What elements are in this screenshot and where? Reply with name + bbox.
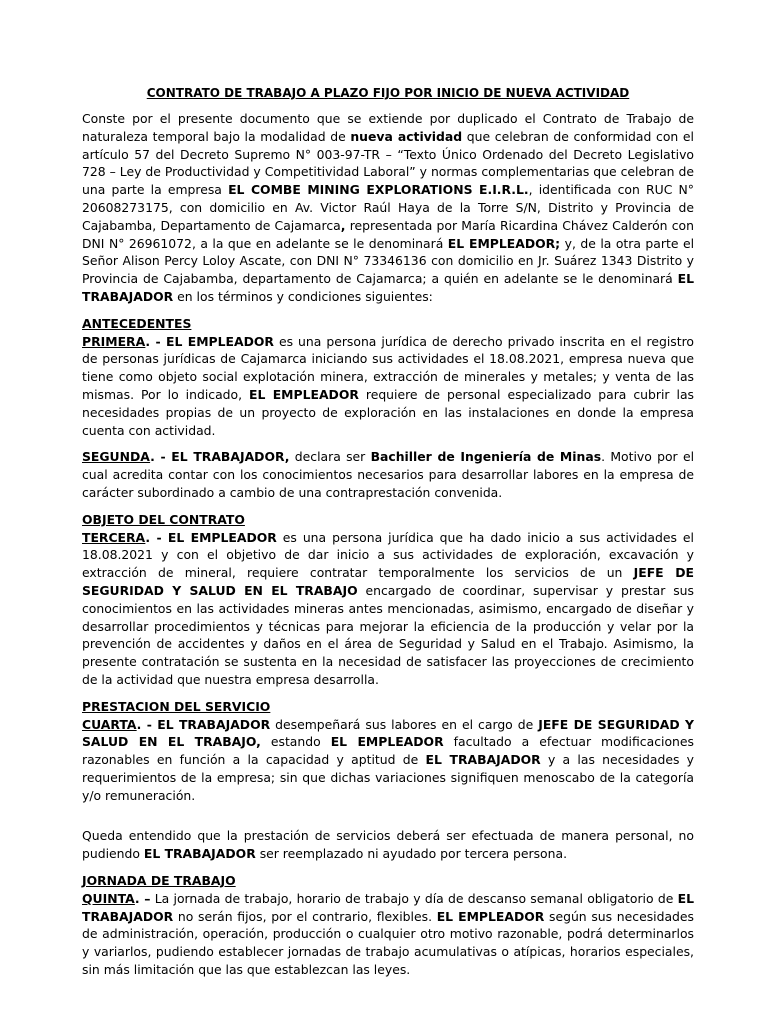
clause-text: desempeñará sus labores en el cargo de — [270, 716, 539, 732]
intro-text: que celebran de conformidad con el artículo 57 del Decreto Supremo N° 003-97-TR – “Texto Único Ordenado del Decreto Legislativo 728 – Ley de Productividad y Competitividad Laboral” y normas complementarias que celebran de una parte la empresa — [82, 128, 694, 198]
clause-bold: . - EL TRABAJADOR, — [150, 449, 290, 465]
clause-text: es una persona jurídica de derecho privado inscrita en el registro de personas jurídicas de Cajamarca iniciando sus actividades el 18.08.2021, empresa nueva que tiene como objeto social explotación minera, extracción de minerales y metales; y venta de las mismas. Por lo indicado, — [82, 333, 694, 402]
section-heading-objeto: OBJETO DEL CONTRATO — [82, 511, 245, 527]
clause-text: no serán fijos, por el contrario, flexibles. — [173, 908, 437, 924]
clause-text: ser reemplazado ni ayudado por tercera persona. — [255, 846, 568, 862]
document-title: CONTRATO DE TRABAJO A PLAZO FIJO POR INICIO DE NUEVA ACTIVIDAD — [146, 86, 630, 100]
clause-text: estando — [260, 734, 331, 750]
clause-text: La jornada de trabajo, horario de trabajo y día de descanso semanal obligatorio de — [150, 890, 678, 906]
clause-quinta — [82, 872, 694, 979]
clause-text: facultado a efectuar modificaciones razonables en función a la capacidad y aptitud de — [82, 734, 694, 768]
clause-label: PRIMERA — [82, 333, 146, 349]
clause-bold: EL TRABAJADOR — [82, 890, 694, 924]
clause-bold: . - EL EMPLEADOR — [145, 333, 274, 349]
clause-tercera — [82, 511, 694, 689]
clause-bold: . - EL EMPLEADOR — [145, 529, 277, 545]
employer-term: EL EMPLEADOR; — [447, 235, 561, 251]
clause-text: y a las necesidades y requerimientos de la empresa; sin que dichas variaciones signifiquen menoscabo de la categoría y/o remuneración. — [82, 752, 694, 803]
clause-label: TERCERA — [82, 529, 146, 545]
clause-label: CUARTA — [82, 716, 137, 732]
clause-bold: Bachiller de Ingeniería de Minas — [370, 449, 602, 465]
clause-text: . Motivo por el cual acredita contar con los conocimientos necesarios para desarrollar labores en la empresa de carácter subordinado a cambio de una contraprestación convenida. — [82, 449, 695, 500]
clause-label: QUINTA — [82, 890, 135, 906]
intro-text: Conste por el presente documento que se extiende por duplicado el Contrato de Trabajo de naturaleza temporal bajo la modalidad de — [82, 111, 694, 144]
clause-label: SEGUNDA — [82, 449, 151, 465]
personal-service-paragraph — [82, 827, 694, 863]
intro-bold: nueva actividad — [350, 128, 463, 144]
intro-bold: , — [340, 217, 346, 233]
clause-bold: EL TRABAJADOR — [143, 846, 256, 862]
clause-text: es una persona jurídica que ha dado inicio a sus actividades el 18.08.2021 y con el objetivo de dar inicio a sus actividades de exploración, excavación y extracción de mineral, requiere contratar temporalmente los servicios de un — [82, 529, 694, 581]
clause-cuarta — [82, 698, 694, 805]
paragraph-spacer — [82, 813, 694, 827]
clause-bold: JEFE DE SEGURIDAD Y SALUD EN EL TRABAJO, — [82, 716, 694, 750]
clause-bold: JEFE DE SEGURIDAD Y SALUD EN EL TRABAJO — [82, 565, 694, 598]
clause-bold: EL EMPLEADOR — [436, 908, 545, 924]
intro-text: , identificada con RUC N° 20608273175, con domicilio en Av. Victor Raúl Haya de la Torre S/N, Distrito y Provincia de Cajabamba, Departamento de Cajamarca — [82, 182, 694, 233]
intro-text: en los términos y condiciones siguientes: — [173, 288, 433, 304]
clause-bold: EL TRABAJADOR — [425, 752, 541, 768]
clause-bold: EL EMPLEADOR — [330, 734, 444, 750]
clause-primera — [82, 315, 694, 440]
clause-bold: EL EMPLEADOR — [249, 386, 359, 402]
intro-paragraph — [82, 110, 694, 306]
intro-text: representada por María Ricardina Chávez Calderón con DNI N° 26961072, a la que en adelante se le denominará — [82, 217, 694, 251]
clause-text: según sus necesidades de administración, operación, producción o cualquier otro motivo razonable, podrá determinarlos y variarlos, pudiendo establecer jornadas de trabajo acumulativas o atípicas, horarios especiales, sin más limitación que las que establezcan las leyes. — [82, 908, 694, 978]
company-name: EL COMBE MINING EXPLORATIONS E.I.R.L. — [228, 182, 529, 198]
section-heading-prestacion: PRESTACION DEL SERVICIO — [82, 698, 271, 714]
intro-text: y, de la otra parte el Señor Alison Percy Loloy Ascate, con DNI N° 73346136 con domicilio en Jr. Suárez 1343 Distrito y Provincia de Cajabamba, departamento de Cajamarca; a quién en adelante se le denominará — [82, 235, 695, 287]
clause-text: declara ser — [289, 449, 371, 465]
section-heading-antecedentes: ANTECEDENTES — [82, 315, 192, 331]
clause-text: Queda entendido que la prestación de servicios deberá ser efectuada de manera personal, no pudiendo — [82, 828, 694, 862]
clause-text: encargado de coordinar, supervisar y prestar sus conocimientos en las actividades mineras antes mencionadas, asimismo, encargado de diseñar y desarrollar procedimientos y técnicas para mejorar la eficiencia de la producción y velar por la prevención de accidentes y daños en el área de Seguridad y Salud en el Trabajo. Asimismo, la presente contratación se sustenta en la necesidad de satisfacer las proyecciones de crecimiento de la actividad que nuestra empresa desarrolla. — [82, 582, 694, 687]
clause-text: requiere de personal especializado para cubrir las necesidades propias de un proyecto de exploración en las instalaciones en donde la empresa cuenta con actividad. — [82, 386, 694, 438]
section-heading-jornada: JORNADA DE TRABAJO — [82, 873, 236, 889]
clause-bold: . - EL TRABAJADOR — [136, 716, 271, 732]
clause-bold: . – — [134, 890, 151, 906]
clause-segunda — [82, 448, 694, 501]
worker-term: EL TRABAJADOR — [82, 271, 694, 304]
